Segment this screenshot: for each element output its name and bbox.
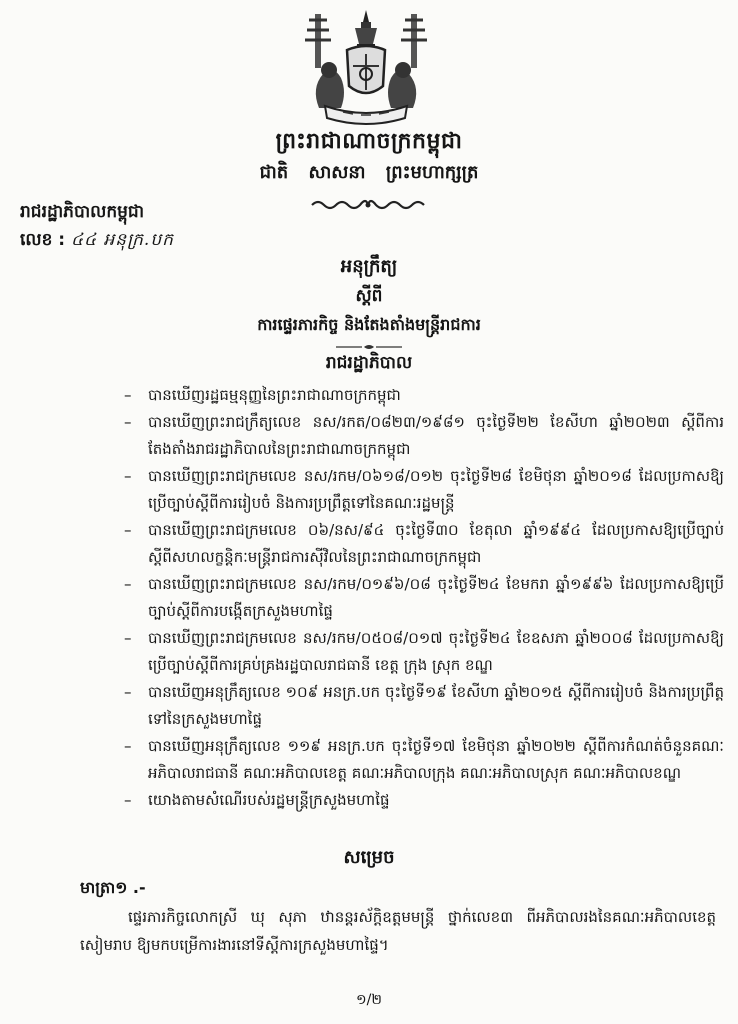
recital-item: – បានឃើញព្រះរាជក្រមលេខ នស/រកម/០៥០៨/០១៧ ចុះថ្ងៃទី២៤ ខែឧសភា ឆ្នាំ២០០៨ ដែលប្រកាសឱ្យប្រើច្បាប់ស្ដីពីការគ្រប់គ្រងរដ្ឋបាលរាជធានី ខេត្ត ក្រុង ស្រុក ខណ្ឌ [124,629,724,674]
khmer-ornament-icon [308,197,428,213]
ornament-divider-icon [334,343,404,351]
recital-item: – បានឃើញអនុក្រឹត្យលេខ ១១៩ អនក្រ.បក ចុះថ្ងៃទី១៧ ខែមិថុនា ឆ្នាំ២០២២ ស្ដីពីការកំណត់ចំនួនគណៈអភិបាលរាជធានី គណៈអភិបាលខេត្ត គណៈអភិបាលក្រុង គណៈអភិបាលស្រុក គណៈអភិបាលខណ្ឌ [124,737,724,782]
issuing-authority: រាជរដ្ឋាភិបាលកម្ពុជា [20,202,145,222]
document-subject: ការផ្ទេរភារកិច្ច និងតែងតាំងមន្ត្រីរាជការ [257,315,481,334]
recital-item: – បានឃើញព្រះរាជក្រឹត្យលេខ នស/រកត/០៨២៣/១៩៨១ ចុះថ្ងៃទី២២ ខែសីហា ឆ្នាំ២០២៣ ស្ដីពីការតែងតាំងរាជរដ្ឋាភិបាលនៃព្រះរាជាណាចក្រកម្ពុជា [124,413,724,458]
recitals-list [124,382,724,814]
document-type: អនុក្រឹត្យ [340,256,398,277]
reference-row [20,229,174,254]
recital-item: – បានឃើញព្រះរាជក្រមលេខ ០៦/នស/៩៤ ចុះថ្ងៃទី៣០ ខែតុលា ឆ្នាំ១៩៩៤ ដែលប្រកាសឱ្យប្រើច្បាប់ស្ដីពីសហលក្ខន្តិកៈមន្ត្រីរាជការស៊ីវិលនៃព្រះរាជាណាចក្រកម្ពុជា [124,521,724,566]
recital-item: – បានឃើញរដ្ឋធម្មនុញ្ញនៃព្រះរាជាណាចក្រកម្ពុជា [124,386,401,404]
recital-item: – បានឃើញព្រះរាជក្រមលេខ នស/រកម/០៦១៨/០១២ ចុះថ្ងៃទី២៨ ខែមិថុនា ឆ្នាំ២០១៨ ដែលប្រកាសឱ្យប្រើច្បាប់ស្ដីពីការរៀបចំ និងការប្រព្រឹត្តទៅនៃគណៈរដ្ឋមន្ត្រី [124,467,724,512]
reference-number: ៤៤ អនុក្រ.បក [71,230,174,250]
recital-item: – យោងតាមសំណើរបស់រដ្ឋមន្ត្រីក្រសួងមហាផ្ទៃ [124,791,390,809]
reference-label: លេខ : [20,230,66,250]
recital-item: – បានឃើញអនុក្រឹត្យលេខ ១០៩ អនក្រ.បក ចុះថ្ងៃទី១៩ ខែសីហា ឆ្នាំ២០១៥ ស្ដីពីការរៀបចំ និងការប្រព្រឹត្តទៅនៃក្រសួងមហាផ្ទៃ [124,683,724,728]
national-motto: ជាតិ សាសនា ព្រះមហាក្សត្រ [259,162,479,183]
kingdom-title: ព្រះរាជាណាចក្រកម្ពុជា [275,129,463,154]
article-body: ផ្ទេរភារកិច្ចលោកស្រី ឃុ សុភា ឋានន្តរស័ក្ដិឧត្តមមន្ត្រី ថ្នាក់លេខ៣ ពីអភិបាលរងនៃគណៈអភិបាលខេត្តសៀមរាប ឱ្យមកបម្រើការងារនៅទីស្ដីការក្រសួងមហាផ្ទៃ។ [80,908,716,954]
enacting-authority: រាជរដ្ឋាភិបាល [325,353,413,373]
decision-heading: សម្រេច [343,847,395,868]
royal-arms-of-cambodia-icon [297,8,435,128]
recital-item: – បានឃើញព្រះរាជក្រមលេខ នស/រកម/០១៩៦/០៨ ចុះថ្ងៃទី២៤ ខែមករា ឆ្នាំ១៩៩៦ ដែលប្រកាសឱ្យប្រើច្បាប់ស្ដីពីការបង្កើតក្រសួងមហាផ្ទៃ [124,575,724,620]
page-number: ១/២ [356,992,382,1008]
about-label: ស្ដីពី [355,286,383,306]
article-heading: មាត្រា១ .- [80,878,146,897]
